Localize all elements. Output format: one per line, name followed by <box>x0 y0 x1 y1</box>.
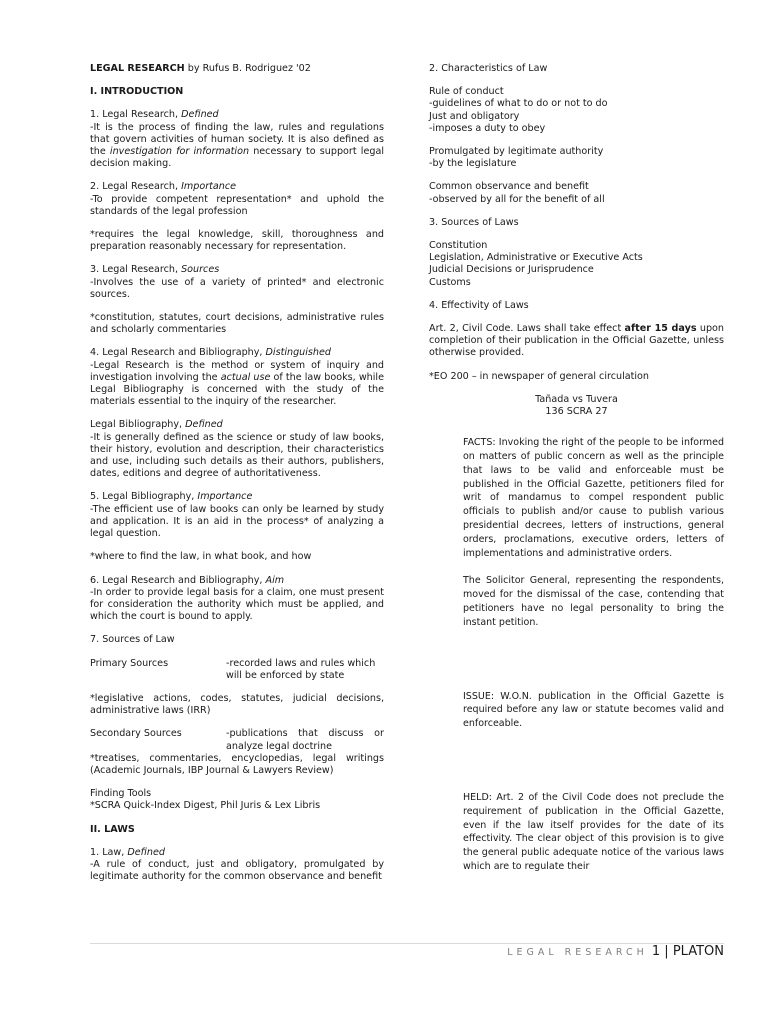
paragraph-research-bibliography-distinguished: 4. Legal Research and Bibliography, Distinguished -Legal Research is the method or system of inquiry and investigation involving the actual use of the law books, while Legal Bibliography is concerned with the study of the materials essential to the inquiry of the researcher. <box>90 347 384 408</box>
subheading-sources-of-laws: 3. Sources of Laws <box>429 216 519 228</box>
secondary-sources-label: Secondary Sources <box>90 728 182 740</box>
note-where-to-find: *where to find the law, in what book, and how <box>90 551 312 563</box>
note-importance: *requires the legal knowledge, skill, thoroughness and preparation reasonably necessary for representation. <box>90 229 384 253</box>
case-held: HELD: Art. 2 of the Civil Code does not preclude the requirement of publication in the Official Gazette, even if the law itself provides for the date of its effectivity. The clear object of this provision is to give the general public adequate notice of the various laws which are to regulate their <box>463 792 724 872</box>
secondary-sources-row <box>90 728 384 752</box>
section-heading-laws: II. LAWS <box>90 823 135 835</box>
note-primary-sources: *legislative actions, codes, statutes, judicial decisions, administrative laws (IRR) <box>90 692 384 717</box>
footer-author: PLATON <box>672 944 724 959</box>
case-citation: 136 SCRA 27 <box>545 406 608 418</box>
case-heading <box>429 394 724 418</box>
section-heading-introduction: I. INTRODUCTION <box>90 86 184 98</box>
left-column <box>90 63 384 894</box>
footer-separator: | <box>664 944 669 959</box>
secondary-sources-value: -publications that discuss or analyze legal doctrine <box>226 728 384 752</box>
right-column <box>429 63 724 885</box>
primary-sources-value: -recorded laws and rules which will be enforced by state <box>226 657 376 681</box>
page-footer <box>507 944 724 961</box>
document-title: LEGAL RESEARCH by Rufus B. Rodriguez '02 <box>90 63 311 74</box>
note-sources: *constitution, statutes, court decisions, administrative rules and scholarly commentaries <box>90 312 384 336</box>
note-eo-200: *EO 200 – in newspaper of general circulation <box>429 370 650 382</box>
paragraph-effectivity: Art. 2, Civil Code. Laws shall take effect after 15 days upon completion of their publication in the Official Gazette, unless otherwise provided. <box>429 323 725 359</box>
subheading-characteristics-of-law: 2. Characteristics of Law <box>429 63 548 74</box>
case-facts: FACTS: Invoking the right of the people to be informed on matters of public concern as well as the principle that laws to be valid and enforceable must be published in the Official Gazette, petitioners filed for writ of mandamus to compel respondent public officials to publish and/or cause to publish various presidential decrees, letters of instructions, general orders, proclamations, executive orders, letters of implementations and administrative orders. <box>463 437 724 559</box>
case-issue: ISSUE: W.O.N. publication in the Official Gazette is required before any law or statute becomes valid and enforceable. <box>463 690 724 730</box>
paragraph-legal-research-defined: 1. Legal Research, Defined -It is the process of finding the law, rules and regulations that govern activities of human society. It is also defined as the investigation for information necessary to support legal decision making. <box>90 109 384 170</box>
paragraph-legal-research-importance: 2. Legal Research, Importance -To provide competent representation* and uphold the standards of the legal profession <box>90 181 384 217</box>
primary-sources-row <box>90 658 384 682</box>
footer-page-number: 1 <box>651 944 661 959</box>
primary-sources-label: Primary Sources <box>90 657 169 669</box>
footer-running-head: LEGAL RESEARCH <box>507 947 648 958</box>
subheading-sources-of-law: 7. Sources of Law <box>90 634 175 646</box>
paragraph-legal-research-sources: 3. Legal Research, Sources -Involves the use of a variety of printed* and electronic sources. <box>90 264 384 300</box>
paragraph-legal-bibliography-importance: 5. Legal Bibliography, Importance -The efficient use of law books can only be learned by study and application. It is an aid in the process* of analyzing a legal question. <box>90 491 384 540</box>
subheading-effectivity-of-laws: 4. Effectivity of Laws <box>429 299 529 311</box>
characteristic-common-observance: Common observance and benefit -observed by all for the benefit of all <box>429 181 605 205</box>
characteristic-promulgated: Promulgated by legitimate authority -by the legislature <box>429 146 604 170</box>
case-name: Tañada vs Tuvera <box>535 393 618 405</box>
characteristic-rule-of-conduct: Rule of conduct -guidelines of what to do or not to do Just and obligatory -imposes a duty to obey <box>429 86 608 134</box>
note-secondary-sources: *treatises, commentaries, encyclopedias, legal writings (Academic Journals, IBP Journal & Lawyers Review) <box>90 752 384 776</box>
finding-tools: Finding Tools *SCRA Quick-Index Digest, Phil Juris & Lex Libris <box>90 788 321 812</box>
paragraph-law-defined: 1. Law, Defined -A rule of conduct, just and obligatory, promulgated by legitimate authority for the common observance and benefit <box>90 846 384 883</box>
sources-of-laws-list: Constitution Legislation, Administrative or Executive Acts Judicial Decisions or Jurisprudence Customs <box>429 240 643 288</box>
paragraph-legal-bibliography-defined: Legal Bibliography, Defined -It is generally defined as the science or study of law books, their history, evolution and description, their characteristics and use, including such details as their authors, publishers, dates, editions and degree of authoritativeness. <box>90 419 384 480</box>
case-solicitor-general: The Solicitor General, representing the respondents, moved for the dismissal of the case, contending that petitioners have no legal personality to bring the instant petition. <box>463 575 724 628</box>
paragraph-research-bibliography-aim: 6. Legal Research and Bibliography, Aim -In order to provide legal basis for a claim, one must present for consideration the authority which must be applied, and which the court is bound to apply. <box>90 574 384 623</box>
